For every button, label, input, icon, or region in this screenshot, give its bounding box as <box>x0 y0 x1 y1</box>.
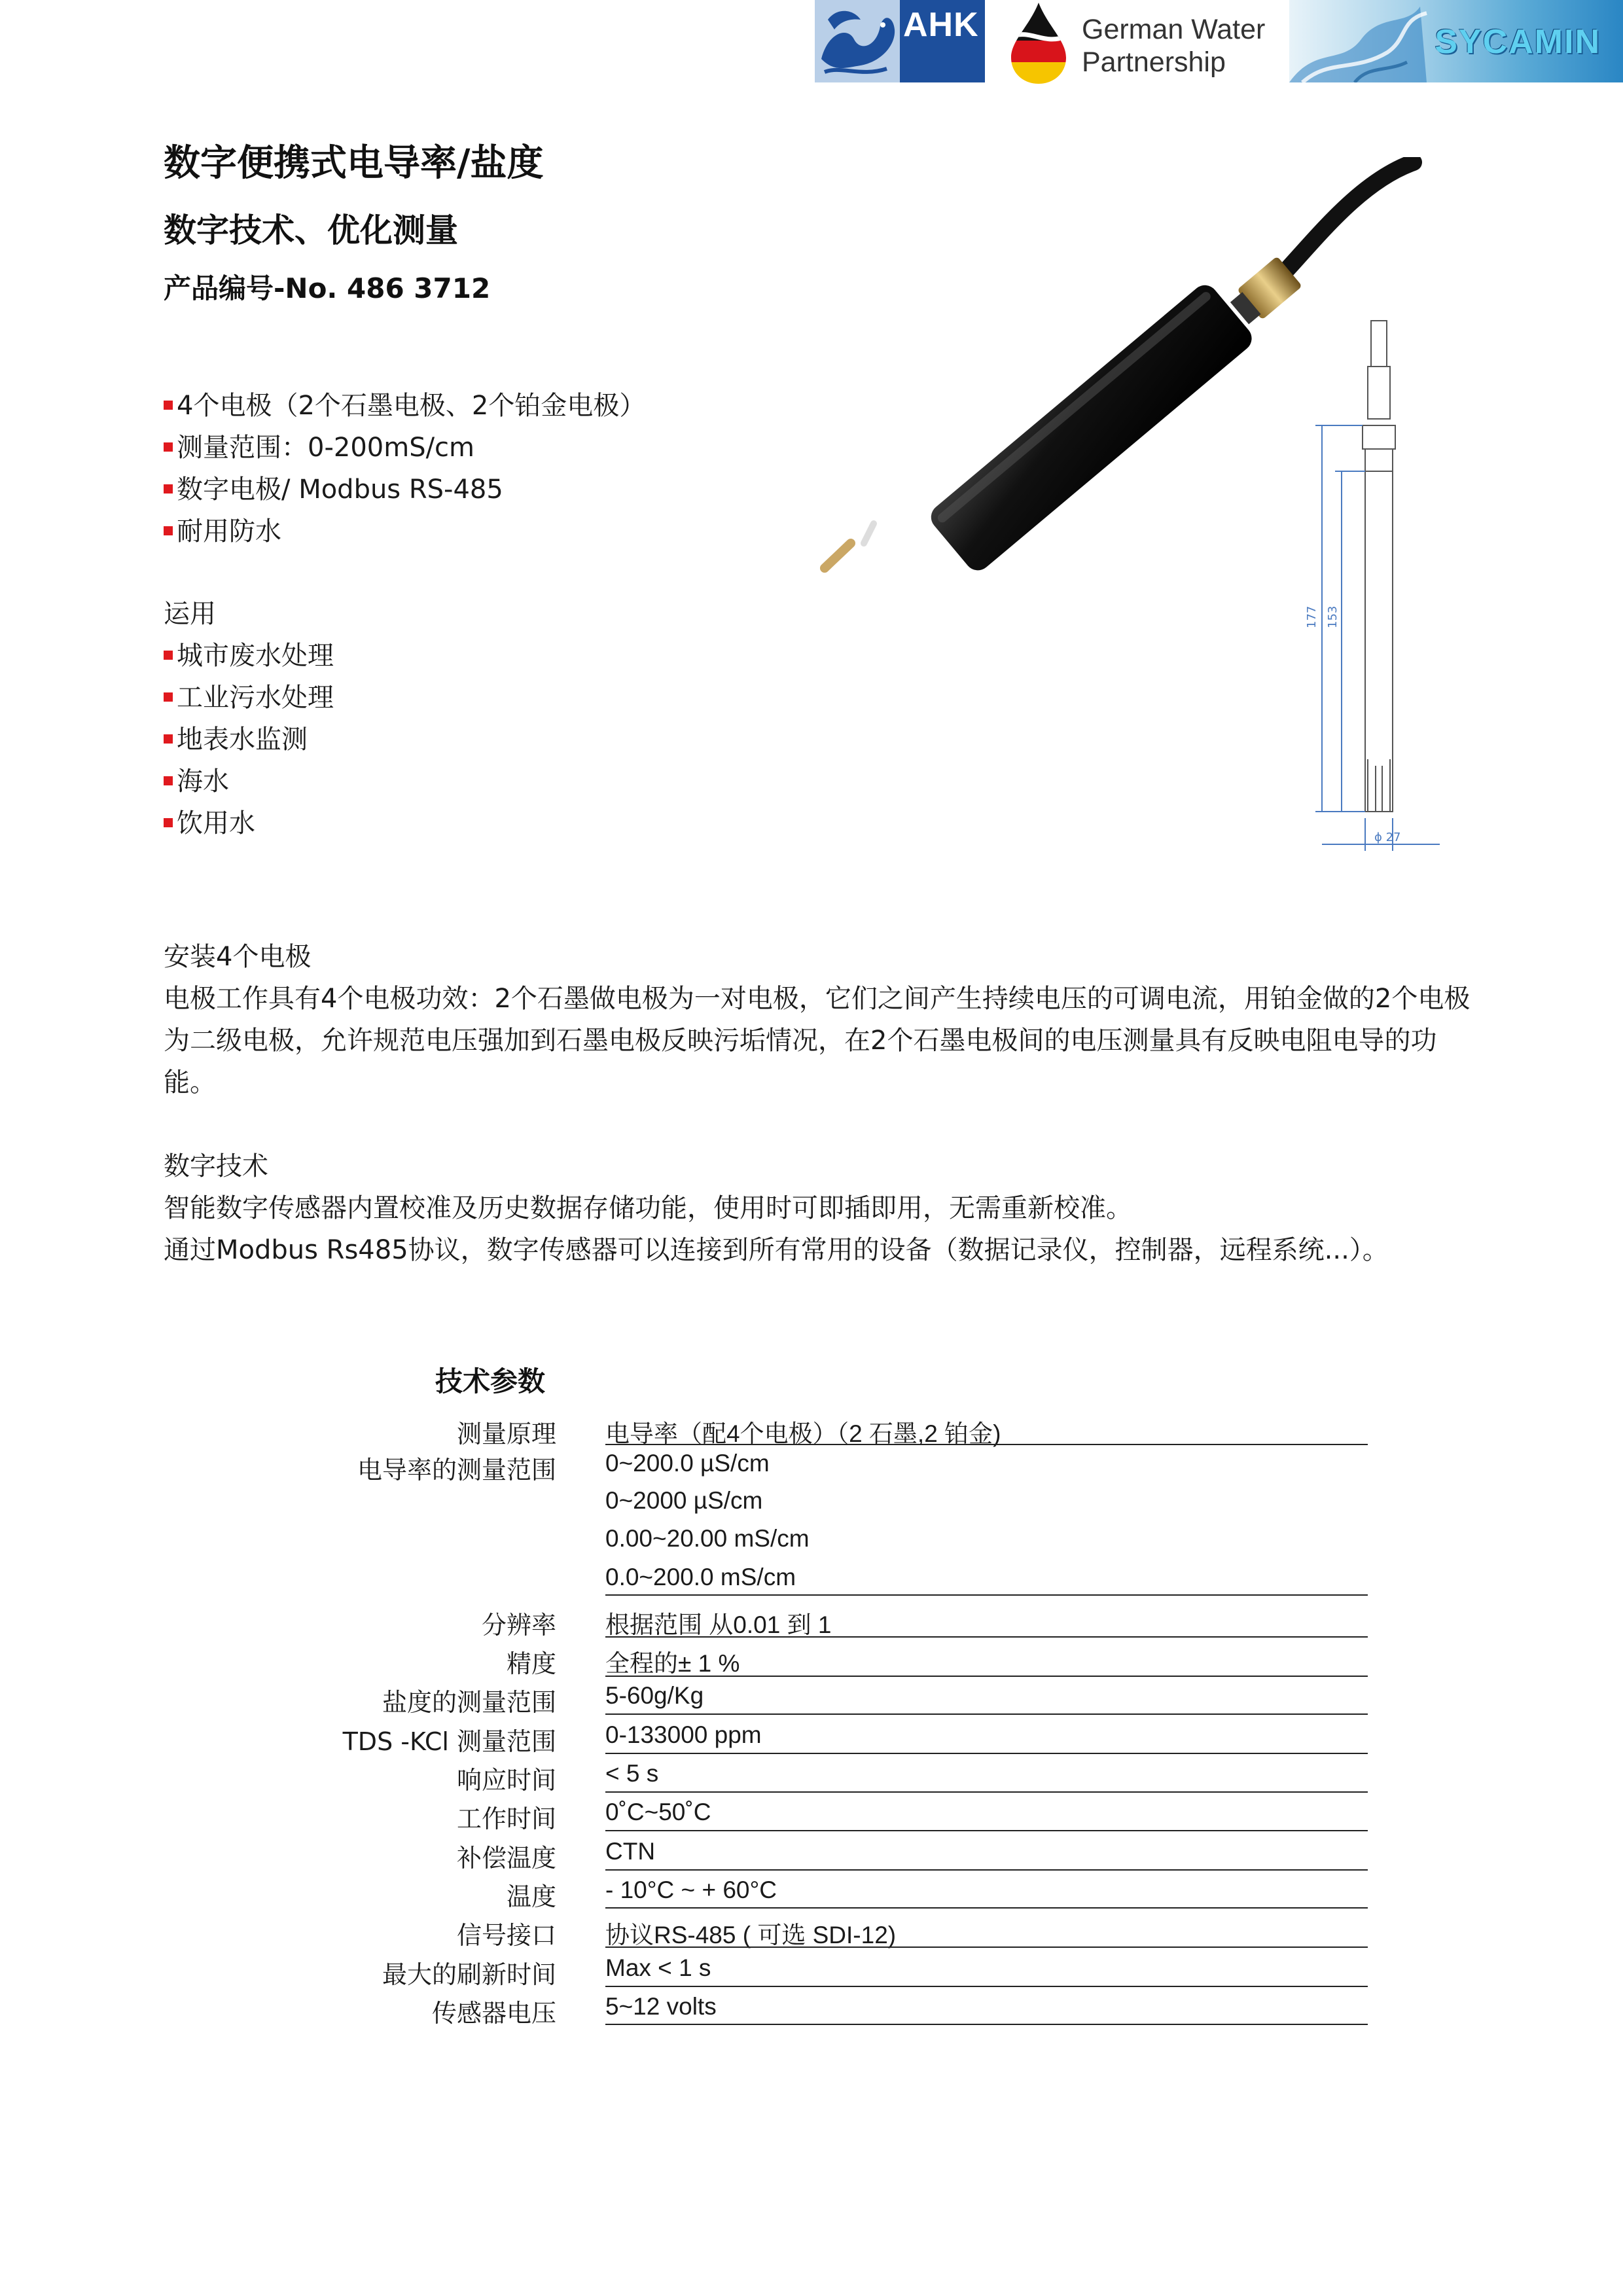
spec-value: 根据范围 从0.01 到 1 <box>605 1611 832 1638</box>
list-item: 耐用防水 <box>164 511 645 552</box>
bullet-icon <box>164 484 173 493</box>
dimension-drawing <box>1302 314 1459 857</box>
spec-label: 最大的刷新时间 <box>382 1960 556 1989</box>
dimension-153: 153 <box>1326 605 1340 628</box>
spec-value: 0.00~20.00 mS/cm <box>605 1525 810 1552</box>
spec-value: < 5 s <box>605 1760 659 1787</box>
spec-label: 温度 <box>506 1882 556 1911</box>
spec-value: - 10°C ~ + 60°C <box>605 1876 777 1903</box>
spec-label: 测量原理 <box>456 1420 556 1448</box>
list-item: 地表水监测 <box>164 719 334 761</box>
bullet-icon <box>164 442 173 452</box>
digital-line-2: 通过Modbus Rs485协议，数字传感器可以连接到所有常用的设备（数据记录仪，控制器，远程系统...）。 <box>164 1235 1389 1265</box>
spec-value: 0~200.0 µS/cm <box>605 1450 770 1477</box>
table-rule <box>605 1636 1368 1638</box>
table-rule <box>605 1791 1368 1793</box>
spec-value: 0˚C~50˚C <box>605 1799 711 1825</box>
spec-value: 5~12 volts <box>605 1993 717 2020</box>
spec-value: 电导率（配4个电极）（2 石墨,2 铂金) <box>605 1420 1001 1447</box>
bullet-icon <box>164 401 173 410</box>
spec-value: 5-60g/Kg <box>605 1682 704 1709</box>
spec-value: 全程的± 1 % <box>605 1650 740 1677</box>
page-subtitle: 数字技术、优化测量 <box>164 211 458 249</box>
dimension-diameter: ϕ 27 <box>1374 831 1401 844</box>
german-water-partnership-logo <box>1005 0 1279 85</box>
table-rule <box>605 2024 1368 2025</box>
table-rule <box>605 1830 1368 1831</box>
sycamin-text: SYCAMIN <box>1435 23 1601 61</box>
spec-value: Max < 1 s <box>605 1954 711 1981</box>
spec-value: 协议RS-485 ( 可选 SDI-12) <box>605 1922 897 1948</box>
dragon-icon <box>815 0 900 82</box>
spec-value: CTN <box>605 1838 656 1865</box>
bullet-icon <box>164 776 173 785</box>
table-rule <box>605 1594 1368 1596</box>
spec-label: 工作时间 <box>456 1804 556 1833</box>
install-heading: 安装4个电极 <box>164 942 312 972</box>
table-rule <box>605 1444 1368 1445</box>
spec-label: 盐度的测量范围 <box>382 1688 556 1717</box>
page-title: 数字便携式电导率/盐度 <box>164 142 544 185</box>
install-section <box>164 936 1472 1103</box>
applications-heading: 运用 <box>164 599 216 629</box>
bullet-icon <box>164 526 173 535</box>
spec-label: 传感器电压 <box>431 1999 556 2028</box>
spec-label: 信号接口 <box>456 1921 556 1950</box>
bullet-icon <box>164 818 173 827</box>
list-item: 工业污水处理 <box>164 677 334 719</box>
install-body: 电极工作具有4个电极功效：2个石墨做电极为一对电极，它们之间产生持续电压的可调电流，用铂金做的2个电极为二级电极，允许规范电压强加到石墨电极反映污垢情况，在2个石墨电极间的电压测量具有反映电阻电导的功能。 <box>164 984 1471 1098</box>
spec-label: TDS -KCl 测量范围 <box>342 1727 556 1756</box>
table-rule <box>605 1753 1368 1754</box>
spec-value: 0.0~200.0 mS/cm <box>605 1564 796 1590</box>
list-item: 饮用水 <box>164 802 334 844</box>
digital-heading: 数字技术 <box>164 1151 268 1181</box>
water-drop-icon <box>1007 0 1070 85</box>
spec-label: 分辨率 <box>481 1611 556 1640</box>
bullet-icon <box>164 692 173 702</box>
table-rule <box>605 1907 1368 1909</box>
spec-label: 补偿温度 <box>456 1844 556 1873</box>
dimension-177: 177 <box>1305 605 1319 628</box>
product-number: 产品编号-No. 486 3712 <box>164 272 491 304</box>
table-rule <box>605 1869 1368 1871</box>
table-rule <box>605 1946 1368 1948</box>
list-item: 城市废水处理 <box>164 635 334 677</box>
digital-line-1: 智能数字传感器内置校准及历史数据存储功能，使用时可即插即用，无需重新校准。 <box>164 1193 1132 1223</box>
gwp-text: German Water Partnership <box>1082 14 1266 78</box>
spec-title: 技术参数 <box>435 1365 546 1397</box>
ahk-logo <box>815 0 985 82</box>
spec-label: 精度 <box>506 1649 556 1678</box>
sycamin-logo <box>1289 0 1623 82</box>
bullet-icon <box>164 734 173 744</box>
feature-list <box>164 385 645 552</box>
spec-value: 0~2000 µS/cm <box>605 1487 763 1514</box>
spec-value: 0-133000 ppm <box>605 1721 762 1748</box>
spec-label: 响应时间 <box>456 1766 556 1795</box>
bullet-icon <box>164 651 173 660</box>
table-rule <box>605 1676 1368 1677</box>
ahk-text: AHK <box>903 6 979 44</box>
spec-label: 电导率的测量范围 <box>357 1456 556 1484</box>
table-rule <box>605 1986 1368 1987</box>
applications-list <box>164 593 334 844</box>
digital-section <box>164 1145 1472 1271</box>
list-item: 4个电极（2个石墨电极、2个铂金电极） <box>164 385 645 427</box>
table-rule <box>605 1713 1368 1715</box>
list-item: 数字电极/ Modbus RS-485 <box>164 469 645 511</box>
list-item: 测量范围：0-200mS/cm <box>164 427 645 469</box>
list-item: 海水 <box>164 761 334 802</box>
